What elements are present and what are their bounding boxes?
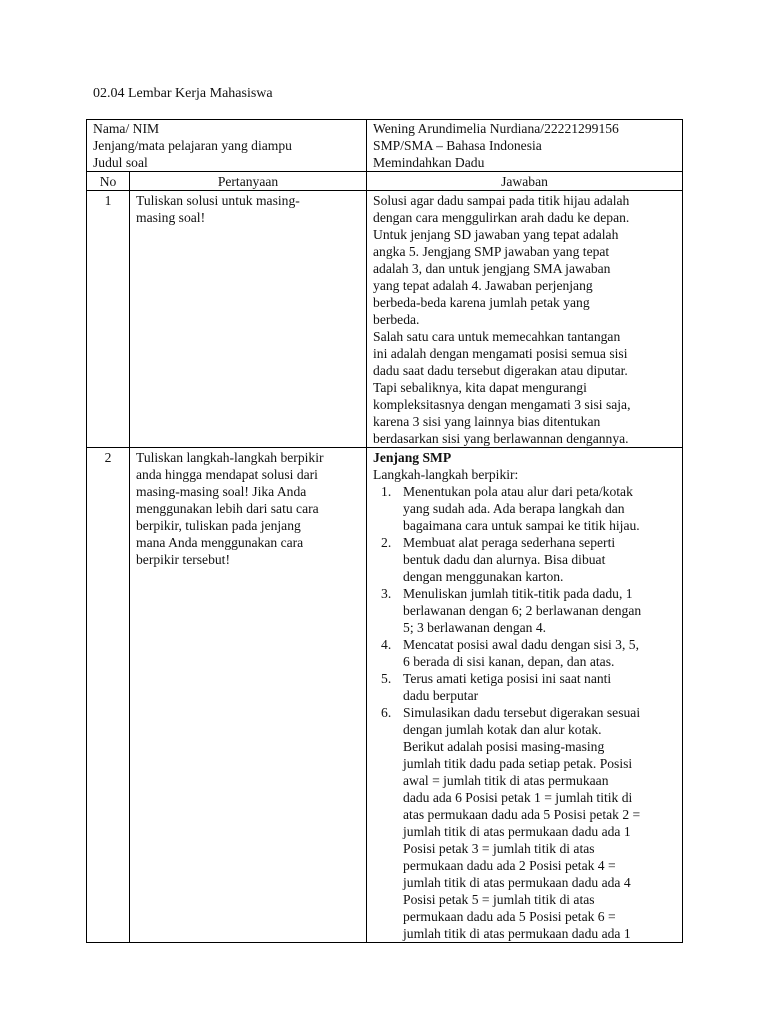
step-number: 1. xyxy=(381,484,392,499)
step-line: Mencatat posisi awal dadu dengan sisi 3, 5, xyxy=(403,637,639,652)
step-number: 4. xyxy=(381,637,392,652)
answer-line: berdasarkan sisi yang berlawannan dengannya. xyxy=(373,431,629,446)
worksheet-table xyxy=(86,119,683,943)
step-line: jumlah titik di atas permukaan dadu ada 1 xyxy=(403,824,631,839)
question-line: menggunakan lebih dari satu cara xyxy=(136,501,319,516)
step-line: Terus amati ketiga posisi ini saat nanti xyxy=(403,671,612,686)
answer-heading: Jenjang SMP xyxy=(373,450,452,465)
name-nim-label: Nama/ NIM xyxy=(93,121,160,136)
answer-intro: Langkah-langkah berpikir: xyxy=(373,467,519,482)
row-number: 1 xyxy=(87,191,130,448)
step-line: 5; 3 berlawanan dengan 4. xyxy=(403,620,547,635)
problem-title-label: Judul soal xyxy=(93,155,148,170)
question-cell xyxy=(130,448,367,943)
question-line: anda hingga mendapat solusi dari xyxy=(136,467,318,482)
answer-line: angka 5. Jengjang SMP jawaban yang tepat xyxy=(373,244,610,259)
info-values-cell xyxy=(367,120,683,172)
answer-line: dengan cara menggulirkan arah dadu ke depan. xyxy=(373,210,630,225)
list-item xyxy=(373,704,676,942)
list-item xyxy=(373,636,676,670)
answer-cell xyxy=(367,191,683,448)
answer-line: ini adalah dengan mengamati posisi semua sisi xyxy=(373,346,628,361)
step-number: 2. xyxy=(381,535,392,550)
answer-line: karena 3 sisi yang lainnya bias ditentukan xyxy=(373,414,601,429)
list-item xyxy=(373,534,676,585)
step-line: dengan jumlah kotak dan alur kotak. xyxy=(403,722,602,737)
table-row xyxy=(87,191,683,448)
step-line: permukaan dadu ada 5 Posisi petak 6 = xyxy=(403,909,616,924)
step-number: 5. xyxy=(381,671,392,686)
step-line: Menentukan pola atau alur dari peta/kotak xyxy=(403,484,633,499)
step-line: Membuat alat peraga sederhana seperti xyxy=(403,535,616,550)
list-item xyxy=(373,585,676,636)
step-line: Berikut adalah posisi masing-masing xyxy=(403,739,605,754)
answer-line: berbeda-beda karena jumlah petak yang xyxy=(373,295,590,310)
answer-cell xyxy=(367,448,683,943)
step-line: Menuliskan jumlah titik-titik pada dadu, 1 xyxy=(403,586,633,601)
step-line: bentuk dadu dan alurnya. Bisa dibuat xyxy=(403,552,606,567)
step-line: Posisi petak 3 = jumlah titik di atas xyxy=(403,841,595,856)
header-no: No xyxy=(87,172,130,191)
step-line: jumlah titik di atas permukaan dadu ada 1 xyxy=(403,926,631,941)
page-title: 02.04 Lembar Kerja Mahasiswa xyxy=(93,86,273,101)
question-line: masing soal! xyxy=(136,210,206,225)
step-line: permukaan dadu ada 2 Posisi petak 4 = xyxy=(403,858,616,873)
question-line: berpikir, tuliskan pada jenjang xyxy=(136,518,301,533)
step-line: berlawanan dengan 6; 2 berlawanan dengan xyxy=(403,603,642,618)
answer-line: yang tepat adalah 4. Jawaban perjenjang xyxy=(373,278,593,293)
level-subject-label: Jenjang/mata pelajaran yang diampu xyxy=(93,138,292,153)
answer-line: Untuk jenjang SD jawaban yang tepat adalah xyxy=(373,227,619,242)
step-line: dadu ada 6 Posisi petak 1 = jumlah titik di xyxy=(403,790,633,805)
list-item xyxy=(373,670,676,704)
step-line: dadu berputar xyxy=(403,688,479,703)
step-line: jumlah titik di atas permukaan dadu ada 4 xyxy=(403,875,631,890)
answer-line: Tapi sebaliknya, kita dapat mengurangi xyxy=(373,380,587,395)
question-cell xyxy=(130,191,367,448)
step-line: 6 berada di sisi kanan, depan, dan atas. xyxy=(403,654,615,669)
step-line: Simulasikan dadu tersebut digerakan sesuai xyxy=(403,705,641,720)
answer-line: dadu saat dadu tersebut digerakan atau diputar. xyxy=(373,363,628,378)
question-line: masing-masing soal! Jika Anda xyxy=(136,484,307,499)
answer-line: berbeda. xyxy=(373,312,420,327)
step-line: awal = jumlah titik di atas permukaan xyxy=(403,773,609,788)
step-line: atas permukaan dadu ada 5 Posisi petak 2 = xyxy=(403,807,641,822)
question-line: Tuliskan solusi untuk masing- xyxy=(136,193,300,208)
problem-title-value: Memindahkan Dadu xyxy=(373,155,485,170)
step-number: 3. xyxy=(381,586,392,601)
question-line: berpikir tersebut! xyxy=(136,552,230,567)
answer-line: Salah satu cara untuk memecahkan tantangan xyxy=(373,329,621,344)
header-question: Pertanyaan xyxy=(130,172,367,191)
steps-list xyxy=(373,483,676,942)
list-item xyxy=(373,483,676,534)
step-line: yang sudah ada. Ada berapa langkah dan xyxy=(403,501,625,516)
header-answer: Jawaban xyxy=(367,172,683,191)
table-row xyxy=(87,448,683,943)
row-number: 2 xyxy=(87,448,130,943)
question-line: Tuliskan langkah-langkah berpikir xyxy=(136,450,324,465)
answer-line: kompleksitasnya dengan mengamati 3 sisi saja, xyxy=(373,397,631,412)
answer-line: Solusi agar dadu sampai pada titik hijau adalah xyxy=(373,193,630,208)
step-line: dengan menggunakan karton. xyxy=(403,569,564,584)
step-number: 6. xyxy=(381,705,392,720)
info-row xyxy=(87,120,683,172)
name-nim-value: Wening Arundimelia Nurdiana/22221299156 xyxy=(373,121,619,136)
question-line: mana Anda menggunakan cara xyxy=(136,535,304,550)
step-line: Posisi petak 5 = jumlah titik di atas xyxy=(403,892,595,907)
header-row xyxy=(87,172,683,191)
info-labels-cell xyxy=(87,120,367,172)
level-subject-value: SMP/SMA – Bahasa Indonesia xyxy=(373,138,542,153)
step-line: jumlah titik dadu pada setiap petak. Posisi xyxy=(403,756,633,771)
step-line: bagaimana cara untuk sampai ke titik hijau. xyxy=(403,518,640,533)
answer-line: adalah 3, dan untuk jengjang SMA jawaban xyxy=(373,261,611,276)
